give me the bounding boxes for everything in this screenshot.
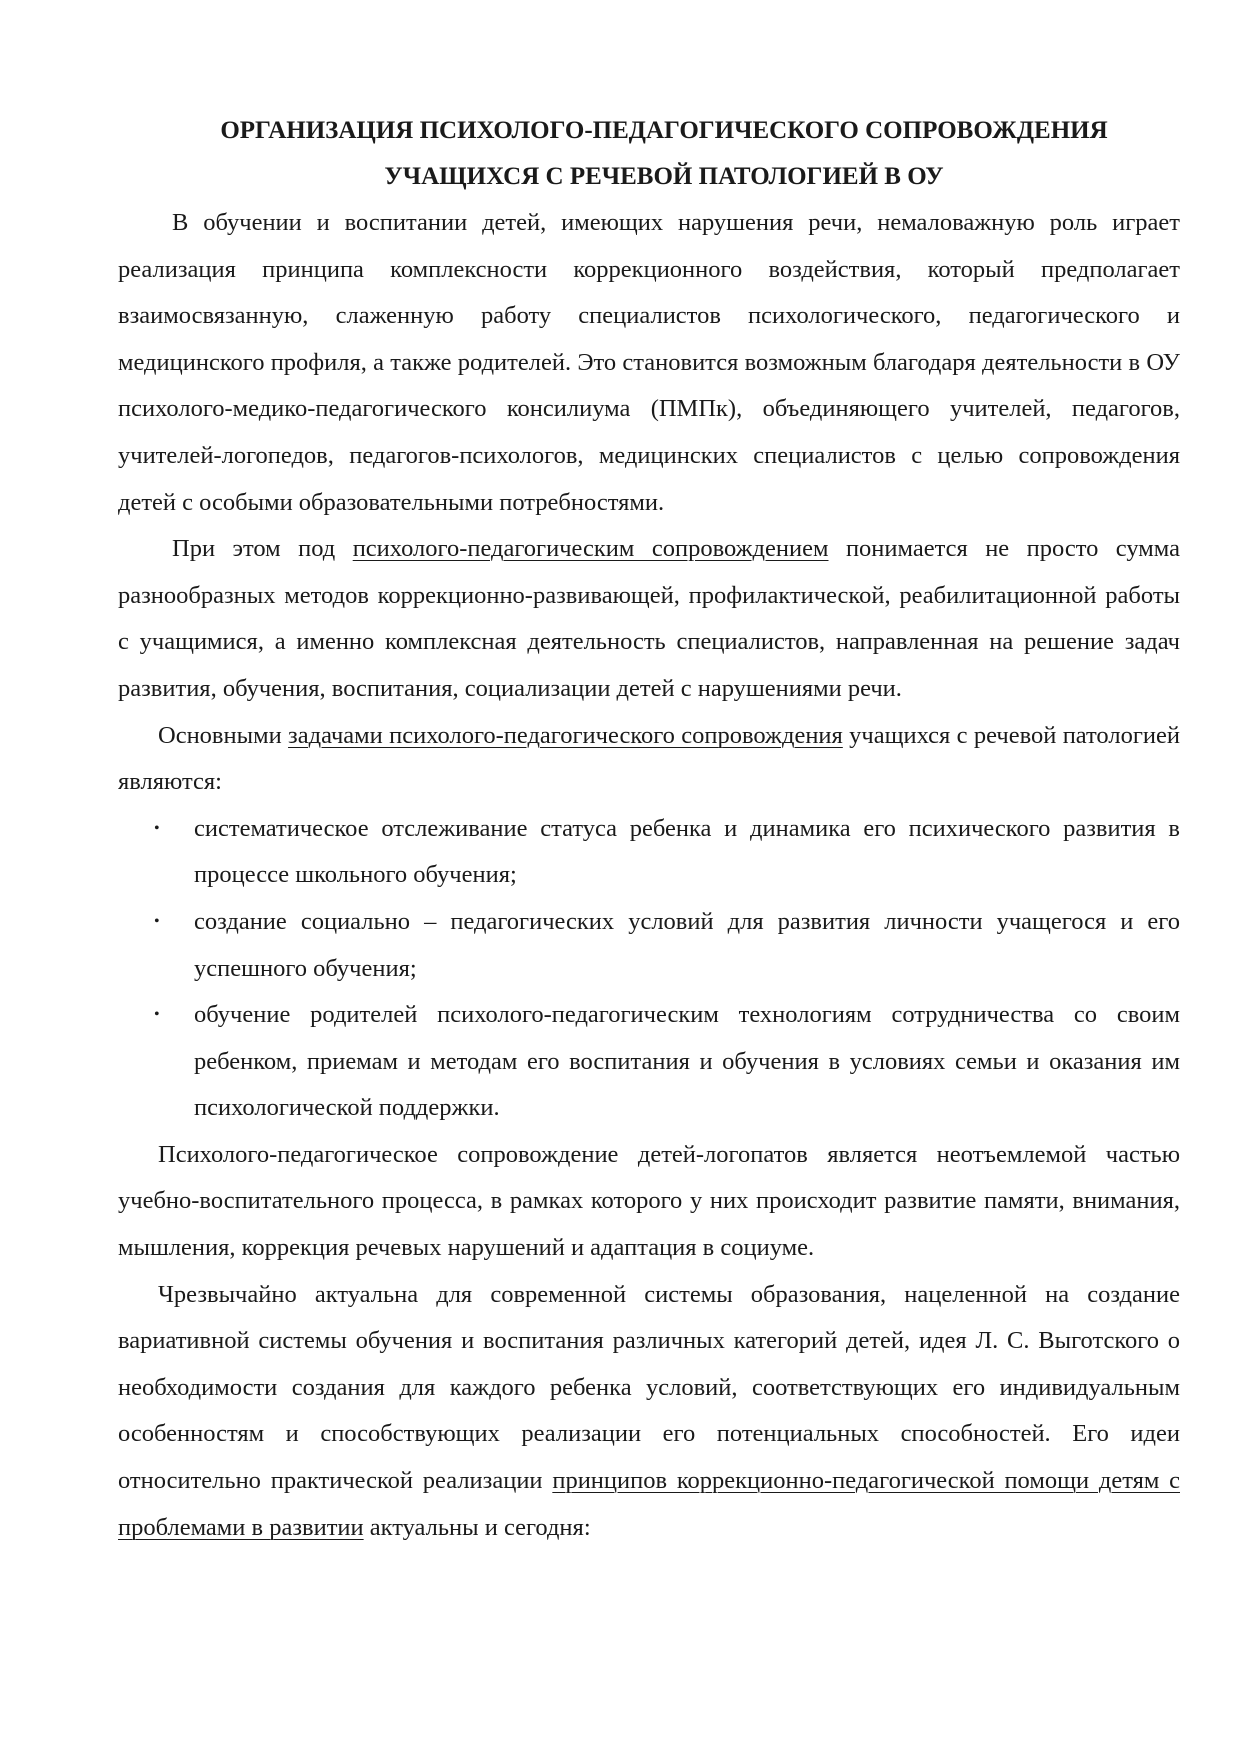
task-text: систематическое отслеживание статуса ребенка и динамика его психического развития в процессе школьного обучения; (194, 814, 1180, 889)
paragraph-intro: В обучении и воспитании детей, имеющих нарушения речи, немаловажную роль играет реализация принципа комплексности коррекционного воздействия, который предполагает взаимосвязанную, слаженную работу специалистов психологического, педагогического и медицинского профиля, а также родителей. Это становится возможным благодаря деятельности в ОУ психолого-медико-педагогического консилиума (ПМПк), объединяющего учителей, педагогов, учителей-логопедов, педагогов-психологов, медицинских специалистов с целью сопровождения детей с особыми образовательными потребностями. (118, 209, 1180, 516)
paragraph-tasks-intro (118, 713, 1180, 806)
task-text: создание социально – педагогических условий для развития личности учащегося и его успешного обучения; (194, 907, 1180, 982)
bullet-icon: • (154, 1006, 160, 1024)
bullet-icon: • (154, 819, 160, 837)
title-line-1: ОРГАНИЗАЦИЯ ПСИХОЛОГО-ПЕДАГОГИЧЕСКОГО СОПРОВОЖДЕНИЯ (220, 117, 1108, 144)
title-line-2: УЧАЩИХСЯ С РЕЧЕВОЙ ПАТОЛОГИЕЙ В ОУ (384, 163, 944, 190)
document-title (118, 108, 1180, 200)
paragraph-tasks-lead: Основными (158, 721, 289, 749)
paragraph-tasks-rest: учащихся с речевой патологией являются: (118, 721, 1180, 796)
paragraph-definition-rest: понимается не просто сумма разнообразных методов коррекционно-развивающей, профилактической, реабилитационной работы с учащимися, а именно комплексная деятельность специалистов, направленная на решение задач развития, обучения, воспитания, социализации детей с нарушениями речи. (118, 535, 1180, 702)
list-item (118, 899, 1180, 992)
term-support-tasks: задачами психолого-педагогического сопровождения (288, 721, 843, 749)
term-correction-principles: принципов коррекционно-педагогической помощи детям с проблемами в развитии (118, 1467, 1180, 1541)
term-psych-ped-support: психолого-педагогическим сопровождением (352, 535, 829, 563)
tasks-list (118, 806, 1180, 1132)
task-text: обучение родителей психолого-педагогическим технологиям сотрудничества со своим ребенком, приемам и методам его воспитания и обучения в условиях семьи и оказания им психологической поддержки. (194, 1001, 1180, 1122)
document-body (118, 108, 1180, 1551)
paragraph-vygotsky (118, 1272, 1180, 1552)
list-item (118, 806, 1180, 899)
paragraph-definition-lead: При этом под (172, 535, 353, 563)
paragraph-vygotsky-rest: актуальны и сегодня: (363, 1513, 591, 1541)
paragraph-vygotsky-lead: Чрезвычайно актуальна для современной системы образования, нацеленной на создание вариативной системы обучения и воспитания различных категорий детей, идея Л. С. Выготского о необходимости создания для каждого ребенка условий, соответствующих его индивидуальным особенностям и способствующих реализации его потенциальных способностей. Его идеи относительно практической реализации (118, 1280, 1180, 1495)
list-item (118, 992, 1180, 1132)
bullet-icon: • (154, 912, 160, 930)
paragraph-definition (118, 526, 1180, 712)
paragraph-support-role: Психолого-педагогическое сопровождение детей-логопатов является неотъемлемой частью учебно-воспитательного процесса, в рамках которого у них происходит развитие памяти, внимания, мышления, коррекция речевых нарушений и адаптация в социуме. (118, 1140, 1180, 1262)
